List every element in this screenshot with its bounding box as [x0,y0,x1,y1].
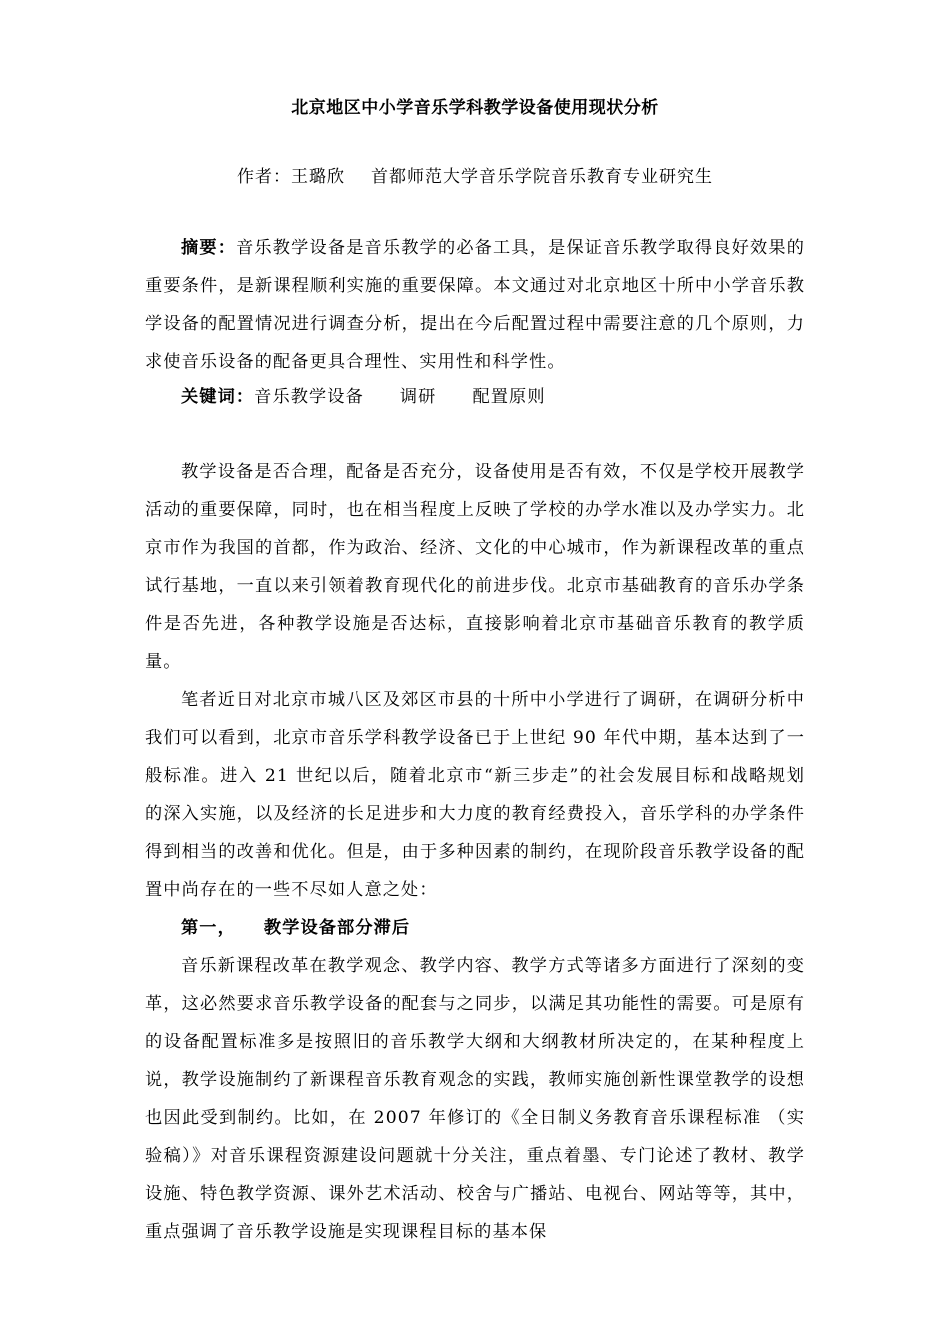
document-title: 北京地区中小学音乐学科教学设备使用现状分析 [291,98,659,118]
abstract-text: 音乐教学设备是音乐教学的必备工具，是保证音乐教学取得良好效果的重要条件，是新课程顺利实施的重要保障。本文通过对北京地区十所中小学音乐教学设备的配置情况进行调查分析，提出在今后配置过程中需要注意的几个原则，力求使音乐设备的配备更具合理性、实用性和科学性。 [145,238,805,372]
abstract-label: 摘要： [181,238,237,258]
author-affiliation: 首都师范大学音乐学院音乐教育专业研究生 [371,167,713,187]
keywords-section [145,378,805,416]
keyword-item: 配置原则 [472,387,546,407]
body-paragraph: 笔者近日对北京市城八区及郊区市县的十所中小学进行了调研，在调研分析中我们可以看到，北京市音乐学科教学设备已于上世纪 90 年代中期，基本达到了一般标准。进入 21 世纪以后，随着北京市“新三步走”的社会发展目标和战略规划的深入实施，以及经济的长足进步和大力度的教育经费投入，音乐学科的办学条件得到相当的改善和优化。但是，由于多种因素的制约，在现阶段音乐教学设备的配置中尚存在的一些不尽如人意之处： [145,690,805,900]
section-heading-number: 第一， [181,918,236,938]
section-heading [145,909,805,947]
abstract-section [145,229,805,381]
keyword-item: 调研 [399,387,437,407]
section-heading-text: 教学设备部分滞后 [263,918,411,938]
body-paragraph: 音乐新课程改革在教学观念、教学内容、教学方式等诸多方面进行了深刻的变革，这必然要求音乐教学设备的配套与之同步，以满足其功能性的需要。可是原有的设备配置标准多是按照旧的音乐教学大纲和大纲教材所决定的，在某种程度上说，教学设施制约了新课程音乐教育观念的实践，教师实施创新性课堂教学的设想也因此受到制约。比如，在 2007 年修订的《全日制义务教育音乐课程标准 （实验稿）》对音乐课程资源建设问题就十分关注，重点着墨、专门论述了教材、教学设施、特色教学资源、课外艺术活动、校舍与广播站、电视台、网站等等，其中，重点强调了音乐教学设施是实现课程目标的基本保 [145,956,805,1242]
author-name: 作者：王璐欣 [237,167,345,187]
main-body [145,453,805,1251]
author-line [0,162,950,187]
keyword-item: 音乐教学设备 [254,387,364,407]
keywords-label: 关键词： [181,387,255,407]
body-paragraph: 教学设备是否合理，配备是否充分，设备使用是否有效，不仅是学校开展教学活动的重要保障，同时，也在相当程度上反映了学校的办学水准以及办学实力。北京市作为我国的首都，作为政治、经济、文化的中心城市，作为新课程改革的重点试行基地，一直以来引领着教育现代化的前进步伐。北京市基础教育的音乐办学条件是否先进，各种教学设施是否达标，直接影响着北京市基础音乐教育的教学质量。 [145,462,805,672]
